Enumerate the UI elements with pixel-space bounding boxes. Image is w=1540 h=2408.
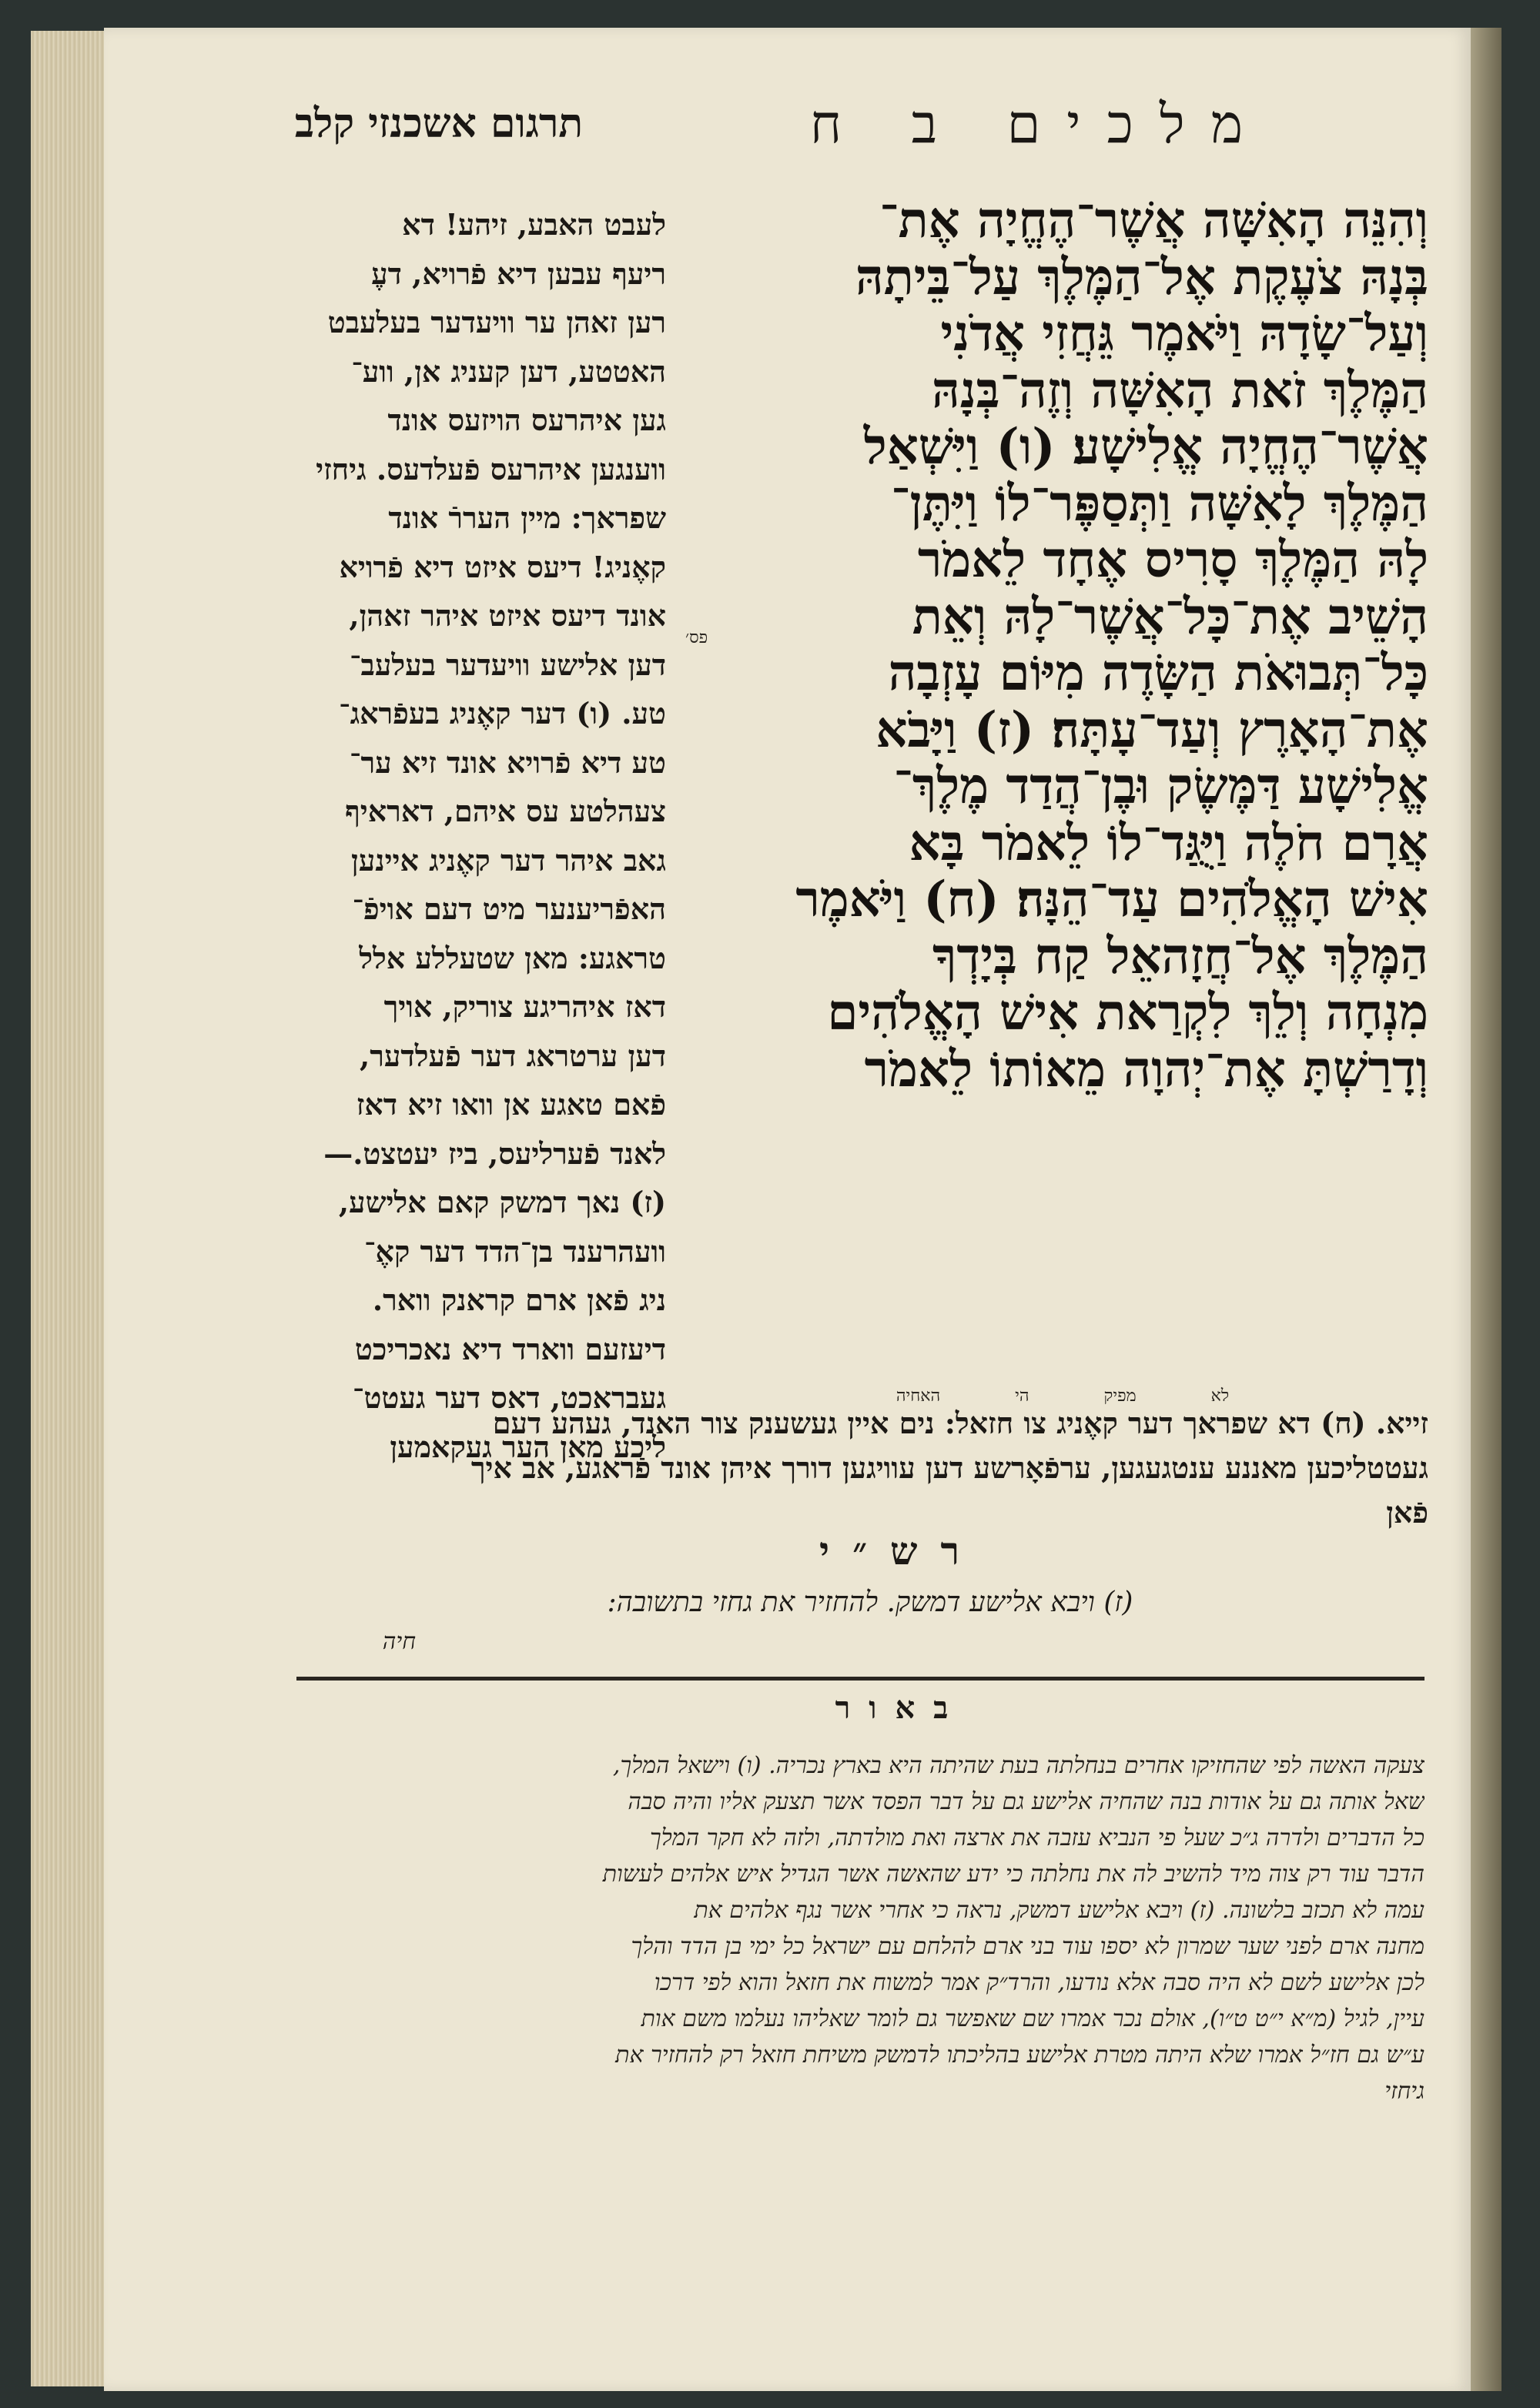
- biur-line: ע״ש גם חז״ל אמרו שלא היתה מטרת אלישע בהליכתו לדמשק משיחת חזאל רק להחזיר את: [615, 2042, 1424, 2069]
- hebrew-line: בְּנָהּ צֹעֶקֶת אֶל־הַמֶּלֶךְ עַל־בֵּיתָהּ: [855, 249, 1428, 306]
- margin-note: פס׳: [685, 628, 708, 647]
- hebrew-line: הַמֶּלֶךְ לָאִשָּׁה וַתְּסַפֶּר־לוֹ וַיִּתֶּן־: [891, 475, 1428, 532]
- hebrew-line: וְעַל־שָׂדָהּ וַיֹּאמֶר גֵּחֲזִי אֲדֹנִי: [940, 306, 1428, 363]
- biur-commentary: [285, 1747, 1424, 2148]
- translation-line: גאב איהר דער קאֶניג איינען: [351, 842, 666, 878]
- translation-line: לעבט האבע, זיהע! דא: [402, 207, 666, 242]
- page-edge-left: [31, 31, 105, 2386]
- translation-line: דיעזעם ווארד דיא נאכריכט: [354, 1331, 666, 1366]
- running-title-translation: תרגום אשכנזי קלב: [294, 100, 584, 147]
- translation-line: קאֶניג! דיעס איזט דיא פֿרויא: [339, 549, 666, 584]
- translation-line: פֿאן: [1386, 1495, 1428, 1530]
- hebrew-line: וְדָרַשְׁתָּ אֶת־יְהוָה מֵאוֹתוֹ לֵאמֹר: [864, 1041, 1428, 1098]
- biur-heading: באור: [835, 1690, 967, 1726]
- hebrew-line: מִנְחָה וְלֵךְ לִקְרַאת אִישׁ הָאֱלֹהִים: [827, 985, 1428, 1042]
- rashi-catchword: חיה: [382, 1628, 416, 1655]
- section-divider: [296, 1677, 1424, 1681]
- translation-line: רען זאהן ער וויעדער בעלעבט: [327, 305, 666, 339]
- hebrew-line: הָשֵׁיב אֶת־כָּל־אֲשֶׁר־לָהּ וְאֵת: [912, 588, 1428, 645]
- translation-line: גען איהרעס הויזעס אונד: [387, 403, 666, 437]
- hebrew-line: אֲרָם חֹלֶה וַיֻּגַּד־לוֹ לֵאמֹר בָּא: [909, 814, 1428, 871]
- translation-line: אונד דיעס איזט איהר זאהן,: [349, 598, 666, 633]
- translation-line: ריעף עבען דיא פֿרויא, דעֶ: [371, 256, 666, 291]
- translation-line: פֿאם טאגע אן וואו זיא דאז: [356, 1087, 666, 1122]
- translation-line: טראגע: מאן שטעללע אלל: [359, 940, 666, 975]
- page-edge-right: [1471, 28, 1502, 2391]
- translation-line: ניג פֿאן ארם קראנק וואר.: [372, 1283, 666, 1317]
- biur-line: צעקה האשה לפי שהחזיקו אחרים בנחלתה בעת שהיתה היא בארץ נכריה. (ו) וישאל המלך,: [612, 1752, 1424, 1779]
- running-title-hebrew: מלכים ב ח: [809, 92, 1270, 156]
- biur-line: מחנה ארם לפני שער שמרון לא יספו עוד בני ארם להלחם עם ישראל כל ימי בן הדד והלך: [631, 1933, 1424, 1960]
- biur-catchword: גיחזי: [1384, 2078, 1424, 2105]
- hebrew-line: אִישׁ הָאֱלֹהִים עַד־הֵנָּה׃ (ח) וַיֹּאמֶר: [795, 871, 1428, 928]
- translation-line: דען אלישע וויעדער בעלעב־: [349, 647, 666, 682]
- hebrew-line: הַמֶּלֶךְ זֹאת הָאִשָּׁה וְזֶה־בְּנָהּ: [932, 362, 1428, 419]
- hebrew-line: הַמֶּלֶךְ אֶל־חֲזָהאֵל קַח בְּיָדְךָ: [932, 928, 1428, 985]
- hebrew-line: אֲשֶׁר־הֶחֱיָה אֱלִישָׁע׃ (ו) וַיִּשְׁאַל: [863, 419, 1428, 476]
- translation-line: לאנד פֿערליעס, ביז יעטצט.—: [323, 1135, 666, 1171]
- translation-line: זייא. (ח) דא שפראך דער קאֶניג צו חזאל: נים איין געשענק צור האנד, געהע דעם: [492, 1406, 1428, 1440]
- translation-line: טע. (ו) דער קאֶניג בעפֿראג־: [339, 696, 666, 731]
- biur-line: הדבר עוד רק צוה מיד להשיב לה את נחלתה כי ידע שהאשה אשר הגדיל איש אלהים לעשות: [602, 1861, 1424, 1888]
- hebrew-line: לָהּ הַמֶּלֶךְ סָרִיס אֶחָד לֵאמֹר: [917, 532, 1428, 589]
- hebrew-line: אֱלִישָׁע דַּמֶּשֶׂק וּבֶן־הֲדַד מֶלֶךְ־: [893, 758, 1428, 815]
- rashi-commentary: (ז) ויבא אלישע דמשק. להחזיר את גחזי בתשובה:: [607, 1587, 1133, 1618]
- translation-line: ווענגען איהרעס פֿעלדעס. גיחזי: [316, 451, 666, 487]
- translation-line: האפֿריענער מיט דעם אויפֿ־: [352, 891, 666, 926]
- translation-line: האטטע, דען קעניג אן, ווע־: [351, 353, 666, 389]
- hebrew-line: כָּל־תְּבוּאֹת הַשָּׂדֶה מִיּוֹם עָזְבָה: [888, 645, 1428, 702]
- biur-line: שאל אותה גם על אודות בנה שהחיה אלישע גם על דבר הפסד אשר תצעק אליו והיה סבה: [628, 1788, 1424, 1815]
- biur-line: עמה לא תכזב בלשונה. (ז) ויבא אלישע דמשק, נראה כי אחרי אשר נגף אלהים את: [694, 1897, 1424, 1924]
- masoretic-note: לא מפיק הי האחיה: [896, 1386, 1230, 1406]
- translation-line: שפראך: מיין העררֿ אונד: [388, 500, 666, 535]
- biur-line: לכן אלישע לשם לא היה סבה אלא נודעו, והרד״ק אמר למשוח את חזאל והוא לפי דרכו: [654, 1969, 1424, 1996]
- translation-line: ליכע מאן הער געקאמען: [390, 1429, 666, 1464]
- hebrew-line: וְהִנֵּה הָאִשָּׁה אֲשֶׁר־הֶחֱיָה אֶת־: [879, 192, 1428, 249]
- translation-line: דאז איהריגע צוריק, אויך: [383, 989, 666, 1024]
- translation-line: צעהלטע עס איהם, דאראיף: [345, 794, 666, 828]
- biur-line: כל הדברים ולדרה ג״כ שעל פי הנביא עזבה את ארצה ואת מולדתה, ולזה לא חקר המלך: [650, 1824, 1424, 1851]
- translation-line: וועהרענד בן־הדד דער קאֶ־: [364, 1233, 666, 1269]
- translation-line: דען ערטראג דער פֿעלדער,: [360, 1038, 666, 1073]
- translation-line: טע דיא פֿרויא אונד זיא ער־: [349, 744, 666, 780]
- rashi-heading: רש״י: [819, 1528, 983, 1574]
- translation-line: געטטליכען מאננע ענטגעגען, ערפֿאָרשע דען עוויגען דורך איהן אונד פֿראגע, אב איך: [470, 1450, 1428, 1485]
- translation-continuation: [273, 1401, 1428, 1532]
- translation-line: געבראכט, דאס דער געטט־: [352, 1380, 666, 1415]
- hebrew-line: אֶת־הָאָרֶץ וְעַד־עָתָּה׃ (ז) וַיָּבֹא: [875, 701, 1428, 758]
- translation-line: (ז) נאך דמשק קאם אלישע,: [338, 1185, 666, 1219]
- hebrew-main-text: [697, 192, 1428, 1393]
- translation-column: [273, 200, 666, 1464]
- biur-line: עיין, לגיל (מ״א י״ט ט״ו), אולם נכר אמרו שם שאפשר גם לומר שאליהו נעלמו משם אות: [641, 2005, 1424, 2032]
